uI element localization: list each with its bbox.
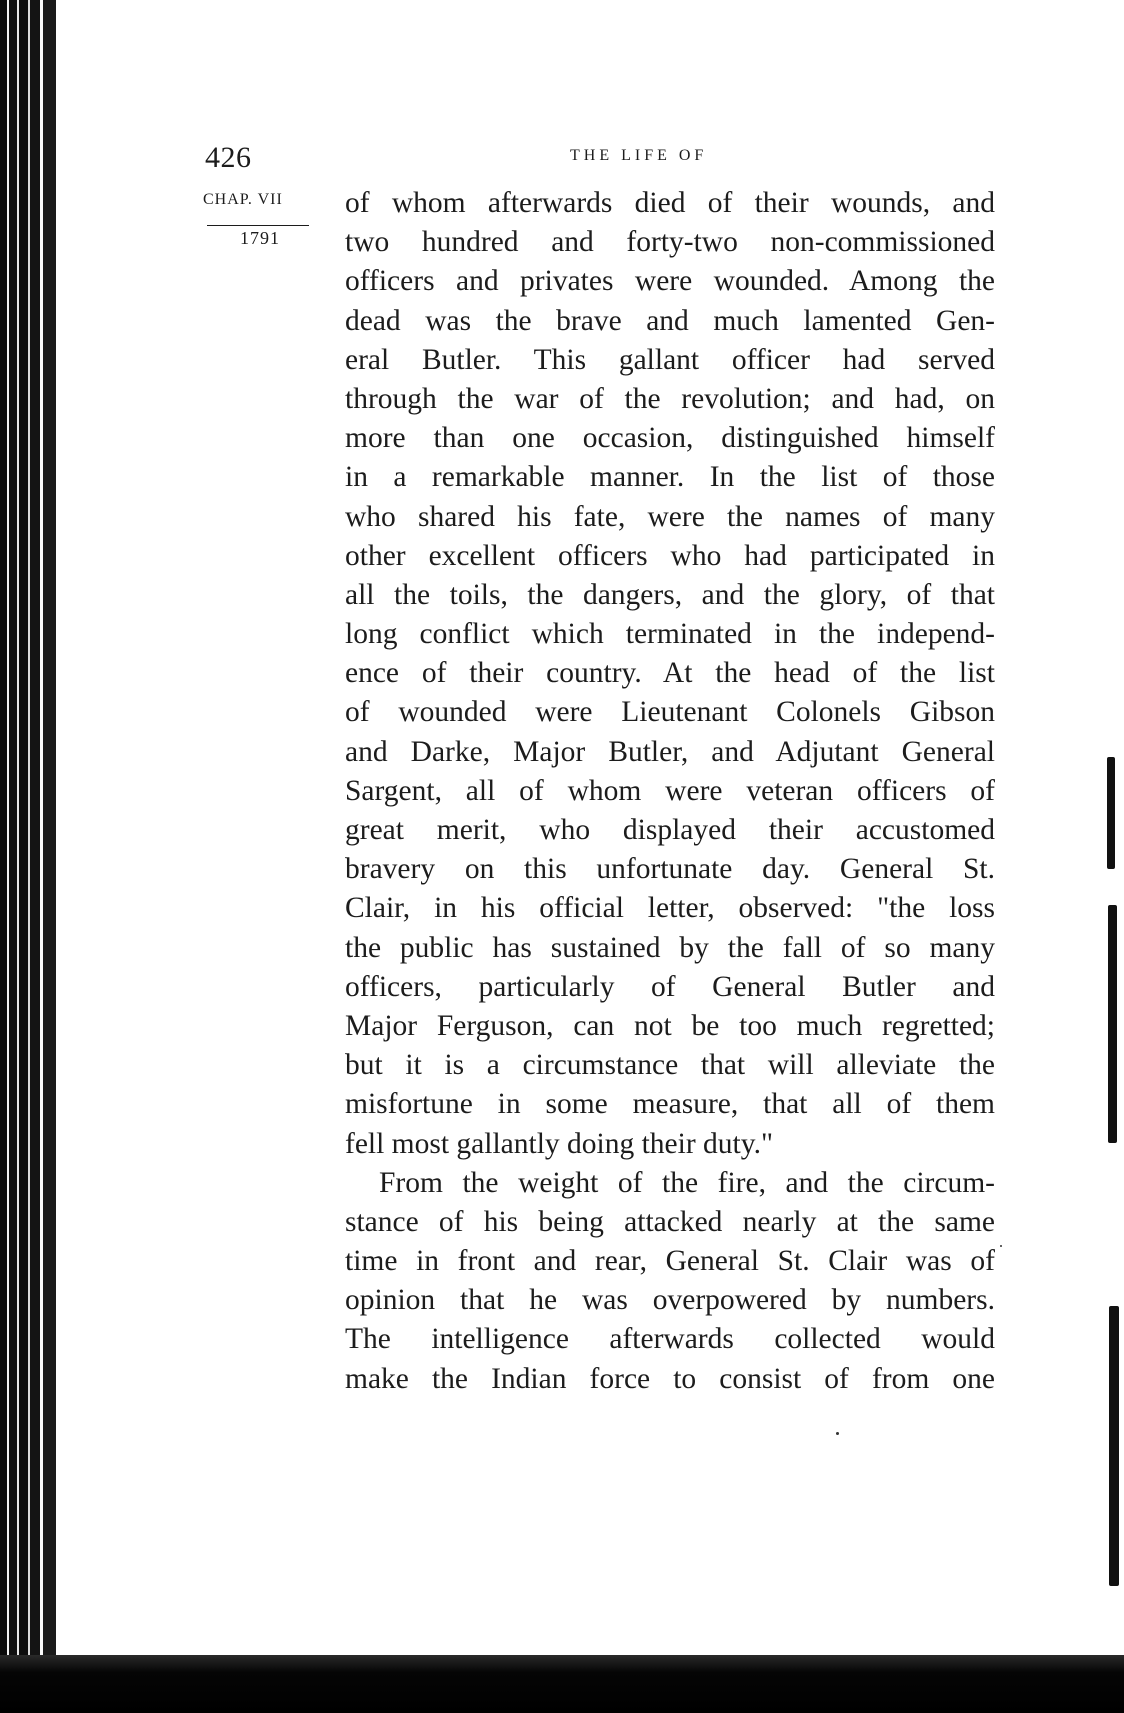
text-line: officers and privates were wounded. Among the (345, 265, 995, 298)
scan-speck (836, 1432, 839, 1435)
text-line: time in front and rear, General St. Clair was of (345, 1245, 995, 1278)
scan-bottom-band (0, 1655, 1124, 1713)
chapter-label: CHAP. VII (203, 191, 283, 208)
text-line: The intelligence afterwards collected would (345, 1323, 995, 1356)
text-line: make the Indian force to consist of from one (345, 1362, 995, 1395)
page-number: 426 (205, 141, 252, 174)
paragraph-2 (345, 1164, 995, 1399)
text-line: dead was the brave and much lamented Gen- (345, 304, 995, 337)
scan-binding-edge (0, 0, 66, 1713)
text-line: stance of his being attacked nearly at the same (345, 1205, 995, 1238)
text-line: in a remarkable manner. In the list of those (345, 461, 995, 494)
scan-edge-mark (1109, 1306, 1119, 1586)
text-line: of whom afterwards died of their wounds, and (345, 187, 995, 219)
text-line: and Darke, Major Butler, and Adjutant General (345, 735, 995, 768)
text-line: bravery on this unfortunate day. General St. (345, 853, 995, 886)
text-line: opinion that he was overpowered by numbers. (345, 1284, 995, 1317)
text-line: more than one occasion, distinguished himself (345, 422, 995, 455)
text-line: ence of their country. At the head of the list (345, 657, 995, 690)
text-line: From the weight of the fire, and the circum- (379, 1166, 995, 1199)
running-head-title: THE LIFE OF (570, 147, 708, 164)
text-line: two hundred and forty-two non-commissioned (345, 226, 995, 259)
text-line: but it is a circumstance that will alleviate the (345, 1049, 995, 1082)
text-line: long conflict which terminated in the independ- (345, 618, 995, 651)
text-line: Major Ferguson, can not be too much regretted; (345, 1009, 995, 1042)
text-line: who shared his fate, were the names of many (345, 500, 995, 533)
text-line: misfortune in some measure, that all of them (345, 1088, 995, 1121)
text-line: officers, particularly of General Butler and (345, 970, 995, 1003)
text-line: all the toils, the dangers, and the glory, of that (345, 578, 995, 611)
text-line: Sargent, all of whom were veteran officers of (345, 774, 995, 807)
body-text (345, 184, 995, 1399)
scan-edge-mark (1108, 905, 1117, 1143)
margin-note (203, 189, 325, 249)
text-line: of wounded were Lieutenant Colonels Gibson (345, 696, 995, 729)
scan-edge-mark (1107, 757, 1115, 869)
running-head (0, 141, 1124, 174)
margin-rule (207, 225, 309, 226)
scan-speck (1000, 1245, 1002, 1247)
text-line: Clair, in his official letter, observed: "the loss (345, 892, 995, 925)
text-line: great merit, who displayed their accustomed (345, 814, 995, 846)
text-line: eral Butler. This gallant officer had served (345, 343, 995, 376)
text-line: through the war of the revolution; and had, on (345, 382, 995, 415)
year-label: 1791 (240, 228, 280, 248)
text-line: fell most gallantly doing their duty." (345, 1127, 773, 1160)
text-line: the public has sustained by the fall of so many (345, 931, 995, 964)
text-line: other excellent officers who had participated in (345, 539, 995, 572)
paragraph-1 (345, 184, 995, 1164)
